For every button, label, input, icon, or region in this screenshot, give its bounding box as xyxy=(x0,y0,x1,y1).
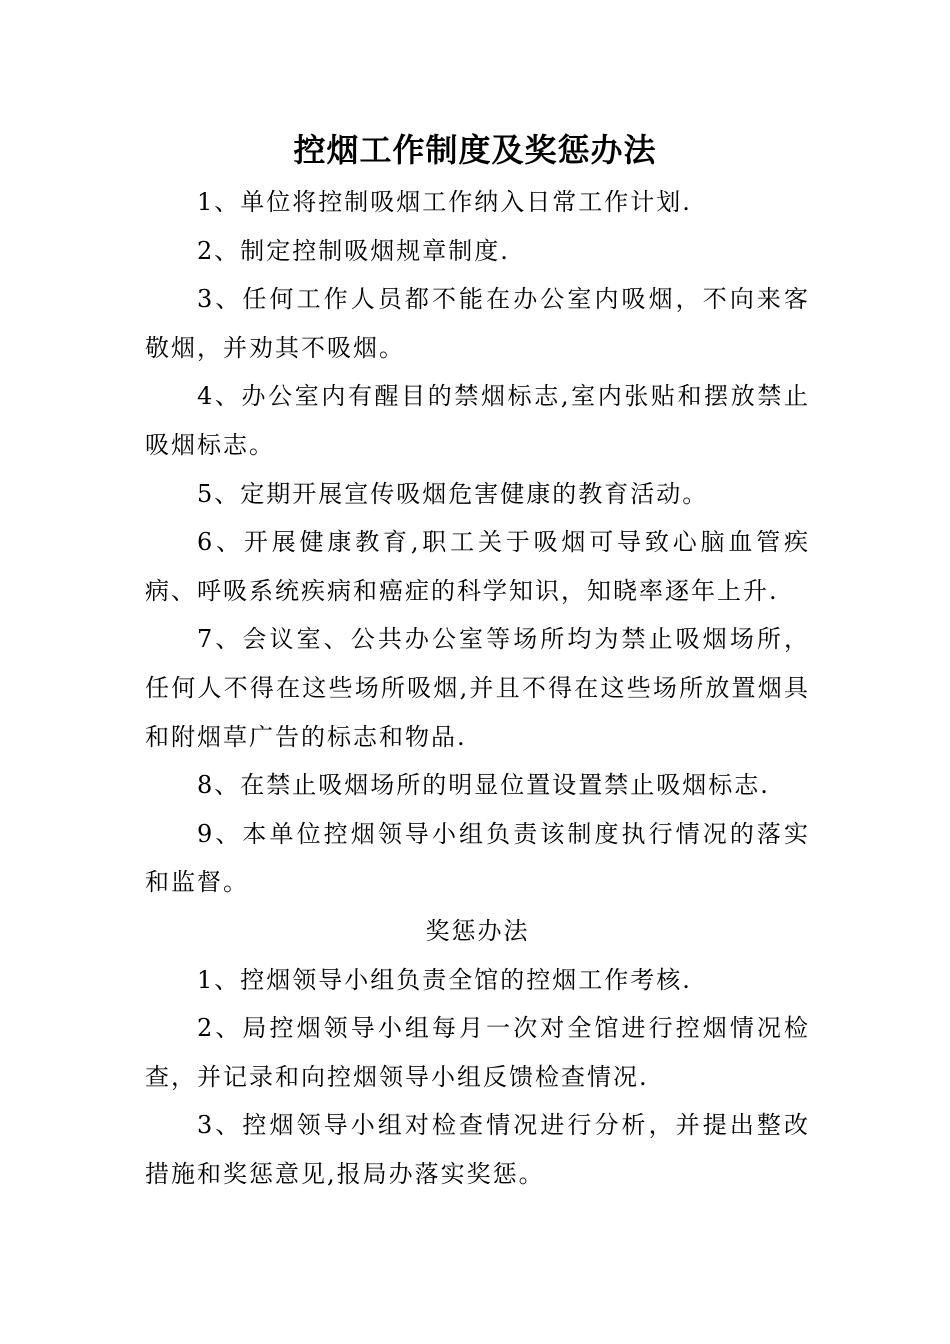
document-title: 控烟工作制度及奖惩办法 xyxy=(293,131,657,169)
section-heading: 奖惩办法 xyxy=(425,916,530,945)
rule-paragraph-1: 1、单位将控制吸烟工作纳入日常工作计划. xyxy=(197,188,692,216)
rule-paragraph-9: 9、本单位控烟领导小组负责该制度执行情况的落实和监督。 xyxy=(145,819,810,897)
rule-paragraph-4: 4、办公室内有醒目的禁烟标志,室内张贴和摆放禁止吸烟标志。 xyxy=(145,382,810,459)
rule-paragraph-7: 7、会议室、公共办公室等场所均为禁止吸烟场所，任何人不得在这些场所吸烟,并且不得在这些场所放置烟具和附烟草广告的标志和物品. xyxy=(145,625,810,751)
document-body xyxy=(145,178,810,1198)
rule-paragraph-5: 5、定期开展宣传吸烟危害健康的教育活动。 xyxy=(197,479,709,508)
rule-paragraph-2: 2、制定控制吸烟规章制度. xyxy=(197,236,510,265)
measure-paragraph-1: 1、控烟领导小组负责全馆的控烟工作考核. xyxy=(197,965,692,994)
measure-paragraph-2: 2、局控烟领导小组每月一次对全馆进行控烟情况检查，并记录和向控烟领导小组反馈检查情况. xyxy=(145,1014,810,1091)
rule-paragraph-8: 8、在禁止吸烟场所的明显位置设置禁止吸烟标志. xyxy=(197,771,770,800)
rule-paragraph-6: 6、开展健康教育,职工关于吸烟可导致心脑血管疾病、呼吸系统疾病和癌症的科学知识，知晓率逐年上升. xyxy=(145,528,810,605)
rule-paragraph-3: 3、任何工作人员都不能在办公室内吸烟，不向来客敬烟，并劝其不吸烟。 xyxy=(145,285,810,362)
measure-paragraph-3: 3、控烟领导小组对检查情况进行分析，并提出整改措施和奖惩意见,报局办落实奖惩。 xyxy=(145,1111,810,1188)
